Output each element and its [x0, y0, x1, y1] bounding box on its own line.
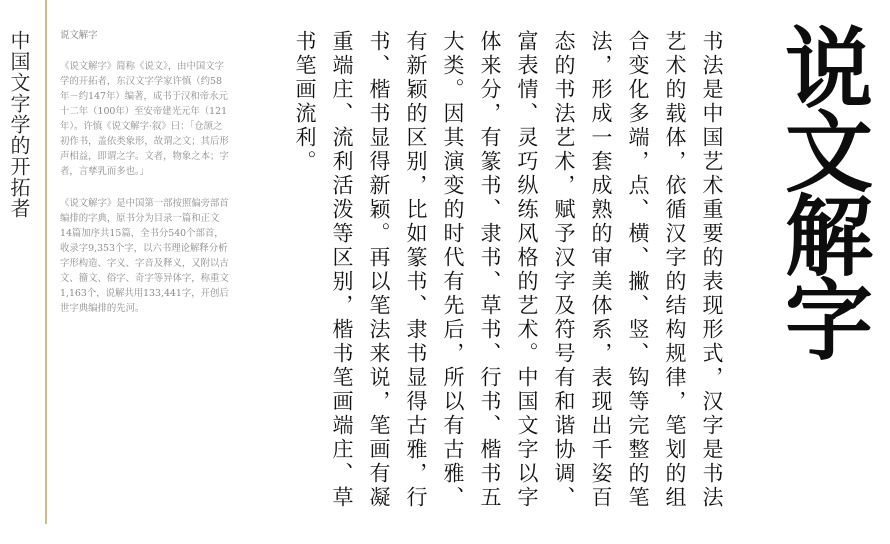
notes-paragraph-1: 《说文解字》简称《说文》，由中国文字学的开拓者，东汉文字学家许慎（约58年－约147年）编著，成书于汉和帝永元十二年（100年）至安帝建光元年（121年）。许慎《说文解字·叙》曰：「仓颉之初作书，盖依类象形，故谓之文；其后形声相益，即谓之字。文者，物象之本；字者，言孳乳而多也。」: [60, 61, 229, 177]
notes-column: [60, 28, 230, 333]
divider-line: [45, 0, 47, 524]
notes-title: 说文解字: [60, 30, 98, 41]
side-title: 中国文字学的开拓者: [7, 30, 31, 219]
calligraphy-title: 说文解字: [771, 22, 875, 358]
notes-paragraph-2: 《说文解字》是中国第一部按照偏旁部首编排的字典，原书分为目录一篇和正文14篇加序共15篇，全书分540个部首，收录字9,353个字，以六书理论解释分析字形构造、字义、字音及释义，又附以古文、籀文、俗字、奇字等异体字，称重文1,163个，说解共用133,441字，开创后世字典编排的先河。: [60, 198, 229, 314]
main-body-text: 书法是中国艺术重要的表现形式，汉字是书法艺术的载体，依循汉字的结构规律，笔划的组合变化多端，点、横、撇、竖、钩等完整的笔法，形成一套成熟的审美体系，表现出千姿百态的书法艺术，赋予汉字及符号有和谐协调、富表情、灵巧纵练风格的艺术。中国文字以字体来分，有篆书、隶书、草书、行书、楷书五大类。因其演变的时代有先后，所以有古雅、有新颖的区别，比如篆书、隶书显得古雅，行书、楷书显得新颖。再以笔法来说，笔画有凝重端庄、流利活泼等区别，楷书笔画端庄、草书笔画流利。: [293, 30, 724, 510]
